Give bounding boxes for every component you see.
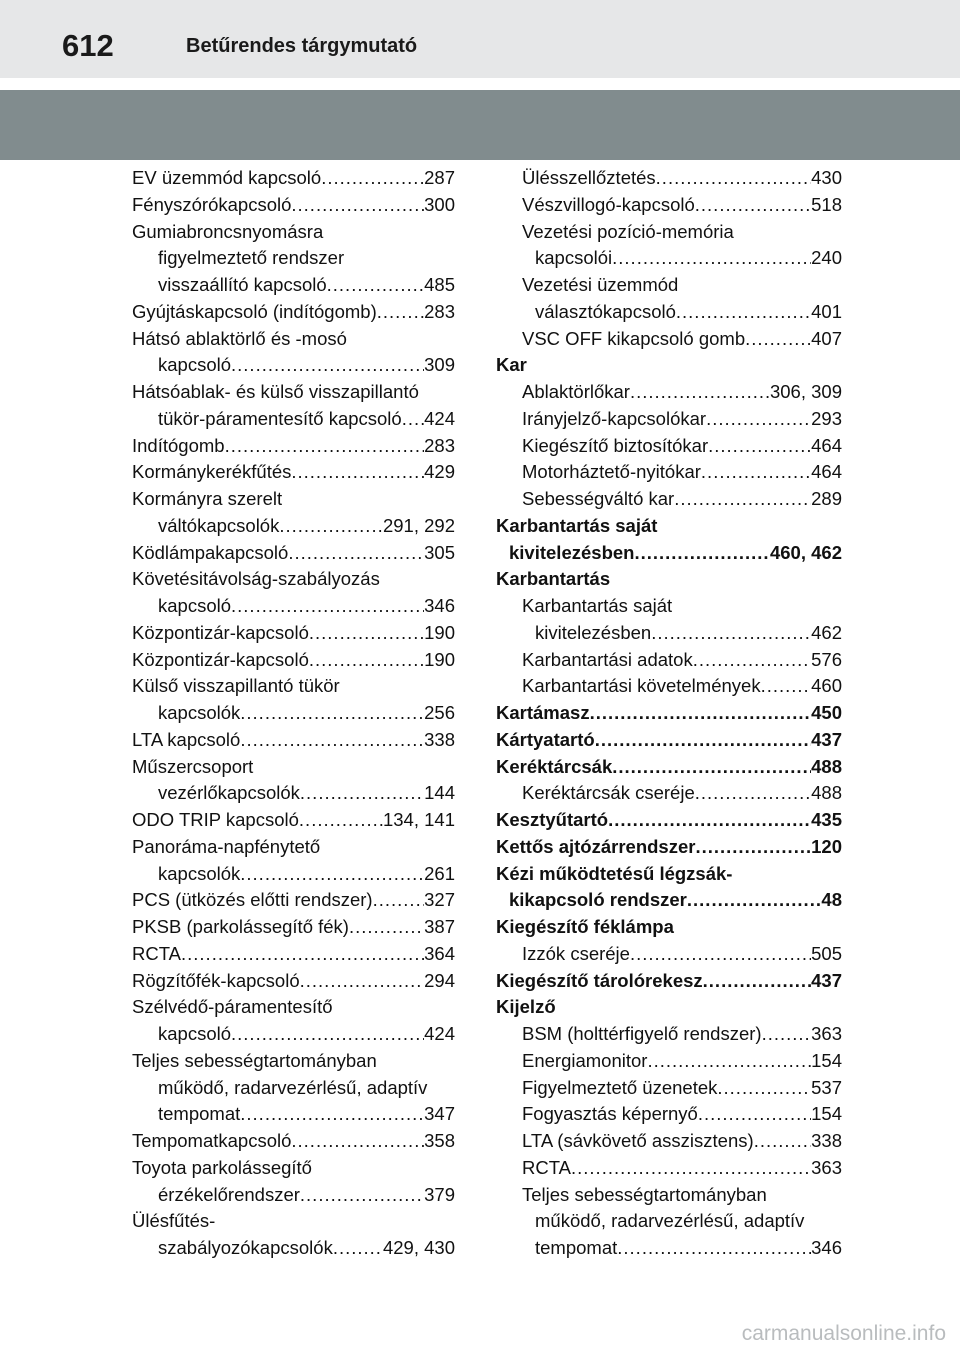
index-entry-page: 464 [811,434,842,456]
index-entry-term: Rögzítőfék-kapcsoló [132,969,300,991]
index-entry-term: Keréktárcsák cseréje [522,782,695,804]
index-entry-page: 437 [811,728,842,750]
index-entry-page: 358 [424,1130,455,1151]
index-entry-term: Kartámasz [496,702,590,723]
dot-leader [225,433,425,460]
index-entry-term: Központizár-kapcsoló [132,621,309,643]
index-entry [132,352,455,379]
index-entry [132,620,455,647]
index-entry-term: Irányjelző-kapcsolókar [522,407,707,429]
index-entry [132,459,455,486]
index-entry-term: Kijelző [496,996,556,1018]
index-entry-page: 429 [424,461,455,483]
dot-leader [309,647,424,674]
index-entry [132,780,455,807]
index-entry-term: Panoráma-napfénytető [132,835,321,857]
index-entry-term: Kiegészítő féklámpa [496,916,674,937]
index-entry-page: 283 [424,434,455,456]
index-entry-page: 346 [811,1237,842,1258]
dot-leader [321,165,424,192]
index-entry-term: EV üzemmód kapcsoló [132,167,322,188]
index-entry [496,433,842,460]
index-entry-term: Karbantartási adatok [522,648,693,670]
index-entry-term: Keréktárcsák [496,755,613,777]
index-entry-term: Vészvillogó-kapcsoló [522,193,695,215]
index-entry-term: BSM (holttérfigyelő rendszer) [522,1023,762,1044]
index-entry [496,165,842,192]
index-entry-page: 261 [424,862,455,884]
dot-leader [291,1128,424,1155]
index-entry-page: 48 [821,889,842,911]
index-entry [132,299,455,326]
index-entry-term: Szélvédő-páramentesítő [132,996,333,1018]
dot-leader [299,807,383,834]
index-entry-term: Kézi működtetésű légzsák- [496,862,733,884]
index-entry-page: 338 [424,728,455,750]
index-entry [132,727,455,754]
index-entry [132,486,455,513]
index-entry [496,1021,842,1048]
index-entry-page: 190 [424,621,455,643]
dot-leader [701,459,811,486]
dot-leader [651,620,811,647]
index-entry [132,1101,455,1128]
index-entry [496,861,842,888]
dot-leader [634,540,770,567]
index-entry-term: Kesztyűtartó [496,809,609,830]
section-banner [0,90,960,160]
dot-leader [761,673,812,700]
index-entry-term: Ködlámpakapcsoló [132,541,289,563]
index-entry-term: Kártyatartó [496,728,595,750]
index-entry-page: 346 [424,595,455,616]
index-entry-page: 190 [424,648,455,670]
dot-leader [240,700,424,727]
index-entry [496,834,842,861]
index-entry-term: PKSB (parkolássegítő fék) [132,916,349,937]
dot-leader [630,941,811,968]
index-entry-term: kivitelezésben [509,541,635,563]
index-entry-page: 363 [811,1156,842,1178]
index-entry-page: 518 [811,193,842,215]
dot-leader [181,941,424,968]
index-entry-term: tempomat [535,1237,618,1258]
index-entry-term: Teljes sebességtartományban [132,1049,377,1071]
dot-leader [647,1048,811,1075]
dot-leader [349,914,424,941]
index-entry [496,352,842,379]
index-entry [496,1182,842,1209]
dot-leader [333,1235,383,1262]
index-entry [496,513,842,540]
index-entry [496,192,842,219]
index-entry-term: kapcsolók [158,862,241,884]
index-entry-term: Gyújtáskapcsoló (indítógomb) [132,300,377,322]
dot-leader [708,433,811,460]
index-entry [496,647,842,674]
index-entry-term: LTA (sávkövető asszisztens) [522,1130,754,1151]
index-entry-term: Gumiabroncsnyomásra [132,220,324,242]
watermark: carmanualsonline.info [741,1322,946,1345]
index-entry-page: 154 [811,1049,842,1071]
index-entry-page: 363 [811,1023,842,1044]
index-entry [496,326,842,353]
index-entry [132,941,455,968]
dot-leader [327,272,424,299]
index-entry-page: 424 [424,407,455,429]
index-entry [496,245,842,272]
index-entry [132,566,455,593]
index-entry-page: 460, 462 [769,541,842,563]
dot-leader [231,593,424,620]
index-entry-page: 338 [811,1130,842,1151]
index-entry-term: Teljes sebességtartományban [522,1183,767,1205]
index-entry [132,379,455,406]
dot-leader [373,887,425,914]
index-entry-term: Energiamonitor [522,1049,648,1071]
index-entry-page: 460 [811,675,842,697]
index-entry [132,540,455,567]
index-entry [496,1128,842,1155]
dot-leader [676,299,811,326]
dot-leader [695,780,811,807]
dot-leader [240,861,424,888]
index-entry [496,540,842,567]
dot-leader [231,352,424,379]
index-entry-term: váltókapcsolók [158,514,280,536]
header-band [0,0,960,78]
index-entry-page: 300 [424,193,455,215]
index-entry [496,914,842,941]
dot-leader [571,1155,811,1182]
index-entry-page: 537 [811,1076,842,1098]
index-entry [496,727,842,754]
dot-leader [300,780,424,807]
page-number: 612 [62,28,114,63]
index-entry-term: működő, radarvezérlésű, adaptív [158,1076,428,1098]
index-entry-page: 488 [811,782,842,804]
index-entry-term: Karbantartási követelmények [522,675,761,697]
dot-leader [612,245,811,272]
index-entry [132,165,455,192]
index-entry [132,807,455,834]
index-entry-term: kapcsoló [158,354,232,376]
dot-leader [309,620,424,647]
index-entry-term: VSC OFF kikapcsoló gomb [522,327,746,349]
running-header-title: Betűrendes tárgymutató [186,35,418,57]
dot-leader [706,406,811,433]
index-entry-page: 576 [811,648,842,670]
dot-leader [595,727,811,754]
index-entry [132,647,455,674]
dot-leader [674,486,811,513]
index-entry [496,1208,842,1235]
index-column-left [132,165,455,1262]
index-entry-term: működő, radarvezérlésű, adaptív [535,1210,805,1232]
index-entry-term: szabályozókapcsolók [158,1237,333,1258]
index-entry [496,272,842,299]
index-entry [496,459,842,486]
dot-leader [288,540,424,567]
index-entry [132,834,455,861]
index-entry-term: Kormányra szerelt [132,488,283,509]
index-entry-term: Vezetési pozíció-memória [522,220,734,242]
index-entry [132,326,455,353]
index-entry-term: Kiegészítő biztosítókar [522,434,709,456]
dot-leader [698,1101,811,1128]
index-entry-term: Ülésszellőztetés [522,167,656,188]
index-entry-page: 485 [424,274,455,295]
index-entry-page: 464 [811,461,842,483]
index-entry-page: 291, 292 [382,514,455,536]
index-entry-page: 240 [811,247,842,269]
index-entry-page: 437 [811,969,842,991]
dot-leader [762,1021,812,1048]
dot-leader [590,700,812,727]
dot-leader [240,1101,424,1128]
index-entry [132,887,455,914]
index-entry-term: Izzók cseréje [522,942,630,964]
index-entry [496,673,842,700]
index-entry-term: Külső visszapillantó tükör [132,675,340,697]
index-entry-term: Karbantartás [496,568,611,590]
index-entry-page: 429, 430 [382,1237,455,1258]
dot-leader [300,968,425,995]
dot-leader [695,834,811,861]
index-entry-term: Műszercsoport [132,755,254,777]
dot-leader [745,326,811,353]
index-entry-page: 134, 141 [382,809,455,830]
index-entry-term: tükör-páramentesítő kapcsoló [158,407,402,429]
index-entry-page: 424 [424,1023,455,1044]
index-entry-page: 430 [811,167,842,188]
index-entry-term: Kormánykerékfűtés [132,461,292,483]
dot-leader [695,192,811,219]
dot-leader [612,754,811,781]
index-entry [496,219,842,246]
index-entry-page: 364 [424,942,455,964]
index-entry [132,1155,455,1182]
index-entry-page: 283 [424,300,455,322]
index-entry-page: 327 [424,889,455,911]
index-entry-term: Figyelmeztető üzenetek [522,1076,718,1098]
index-entry-term: Hátsóablak- és külső visszapillantó [132,381,419,402]
index-entry-term: Fényszórókapcsoló [132,193,292,215]
index-entry [132,673,455,700]
index-entry [496,620,842,647]
dot-leader [630,379,770,406]
index-entry [132,968,455,995]
index-entry-term: tempomat [158,1103,241,1125]
index-entry-term: RCTA [522,1156,571,1178]
index-entry-term: kikapcsoló rendszer [509,889,687,911]
index-entry-term: kivitelezésben [535,621,652,643]
index-entry-term: Ablaktörlőkar [522,381,630,402]
index-entry [132,593,455,620]
index-entry-term: Sebességváltó kar [522,488,675,509]
index-entry-term: Toyota parkolássegítő [132,1156,312,1178]
index-entry-term: LTA kapcsoló [132,728,241,750]
index-entry-page: 387 [424,916,455,937]
index-entry-page: 287 [424,167,455,188]
index-entry [132,994,455,1021]
index-entry-term: visszaállító kapcsoló [158,274,327,295]
index-entry [496,807,842,834]
index-entry [496,486,842,513]
index-entry [132,914,455,941]
index-entry-page: 462 [811,621,842,643]
index-entry [496,1101,842,1128]
dot-leader [687,887,822,914]
index-entry-term: kapcsoló [158,1023,232,1044]
index-entry [132,1182,455,1209]
index-entry [132,700,455,727]
index-entry [132,1021,455,1048]
index-entry-term: Központizár-kapcsoló [132,648,309,670]
index-entry-page: 305 [424,541,455,563]
index-entry [496,1155,842,1182]
dot-leader [402,406,424,433]
index-entry [132,1075,455,1102]
index-entry-term: Motorháztető-nyitókar [522,461,701,483]
index-entry-page: 294 [424,969,455,991]
index-entry-page: 293 [811,407,842,429]
index-entry-term: Karbantartás saját [496,514,658,536]
index-entry [496,941,842,968]
index-entry [132,219,455,246]
index-entry-term: választókapcsoló [535,300,676,322]
index-entry-page: 154 [811,1103,842,1125]
index-entry-page: 120 [811,835,842,857]
index-entry [132,1235,455,1262]
index-entry [496,887,842,914]
dot-leader [377,299,424,326]
dot-leader [617,1235,811,1262]
index-entry-page: 309 [424,354,455,376]
index-entry [496,754,842,781]
index-column-right [496,165,842,1262]
index-entry-page: 488 [811,755,842,777]
dot-leader [656,165,811,192]
index-entry-page: 306, 309 [769,381,842,402]
index-entry-page: 505 [811,942,842,964]
index-entry [132,861,455,888]
index-entry-term: Vezetési üzemmód [522,274,679,295]
dot-leader [703,968,811,995]
dot-leader [291,459,424,486]
index-entry [132,245,455,272]
index-entry [132,406,455,433]
index-entry-term: kapcsolói [535,247,613,269]
index-entry-term: Hátsó ablaktörlő és -mosó [132,327,347,349]
index-entry-term: Ülésfűtés- [132,1210,216,1232]
index-entry [496,994,842,1021]
index-entry-term: ODO TRIP kapcsoló [132,809,299,830]
index-entry-term: Kettős ajtózárrendszer [496,835,696,857]
index-entry [496,968,842,995]
index-entry-term: Fogyasztás képernyő [522,1103,698,1125]
dot-leader [754,1128,811,1155]
index-entry-term: vezérlőkapcsolók [158,782,300,804]
index-entry [496,1235,842,1262]
index-entry [496,299,842,326]
dot-leader [291,192,424,219]
dot-leader [717,1075,811,1102]
dot-leader [240,727,424,754]
dot-leader [279,513,383,540]
index-entry-page: 435 [811,809,842,830]
index-entry-term: Kar [496,354,527,376]
index-entry-term: PCS (ütközés előtti rendszer) [132,889,373,911]
index-entry [496,1048,842,1075]
dot-leader [231,1021,424,1048]
index-entry-term: Követésitávolság-szabályozás [132,568,380,590]
index-entry [496,780,842,807]
index-entry-term: RCTA [132,942,181,964]
index-entry [132,513,455,540]
index-entry [496,406,842,433]
index-entry [496,566,842,593]
index-entry [496,379,842,406]
index-entry-term: Karbantartás saját [522,595,673,616]
index-entry [132,272,455,299]
index-entry [132,1208,455,1235]
index-entry [496,1075,842,1102]
dot-leader [300,1182,424,1209]
dot-leader [608,807,811,834]
index-entry-term: érzékelőrendszer [158,1183,300,1205]
index-entry-page: 144 [424,782,455,804]
index-entry [132,433,455,460]
index-entry-page: 347 [424,1103,455,1125]
index-entry-page: 450 [811,702,842,723]
index-entry-term: Tempomatkapcsoló [132,1130,292,1151]
index-entry [132,192,455,219]
index-entry [132,1048,455,1075]
index-entry-page: 289 [811,488,842,509]
dot-leader [693,647,811,674]
index-entry-term: Kiegészítő tárolórekesz [496,969,703,991]
index-entry [132,1128,455,1155]
index-entry [132,754,455,781]
index-entry [496,700,842,727]
index-entry-page: 407 [811,327,842,349]
index-entry [496,593,842,620]
index-entry-term: Indítógomb [132,434,225,456]
index-entry-page: 256 [424,702,455,723]
index-entry-page: 379 [424,1183,455,1205]
index-entry-term: kapcsoló [158,595,232,616]
index-entry-term: kapcsolók [158,702,241,723]
index-entry-page: 401 [811,300,842,322]
index-entry-term: figyelmeztető rendszer [158,247,345,269]
